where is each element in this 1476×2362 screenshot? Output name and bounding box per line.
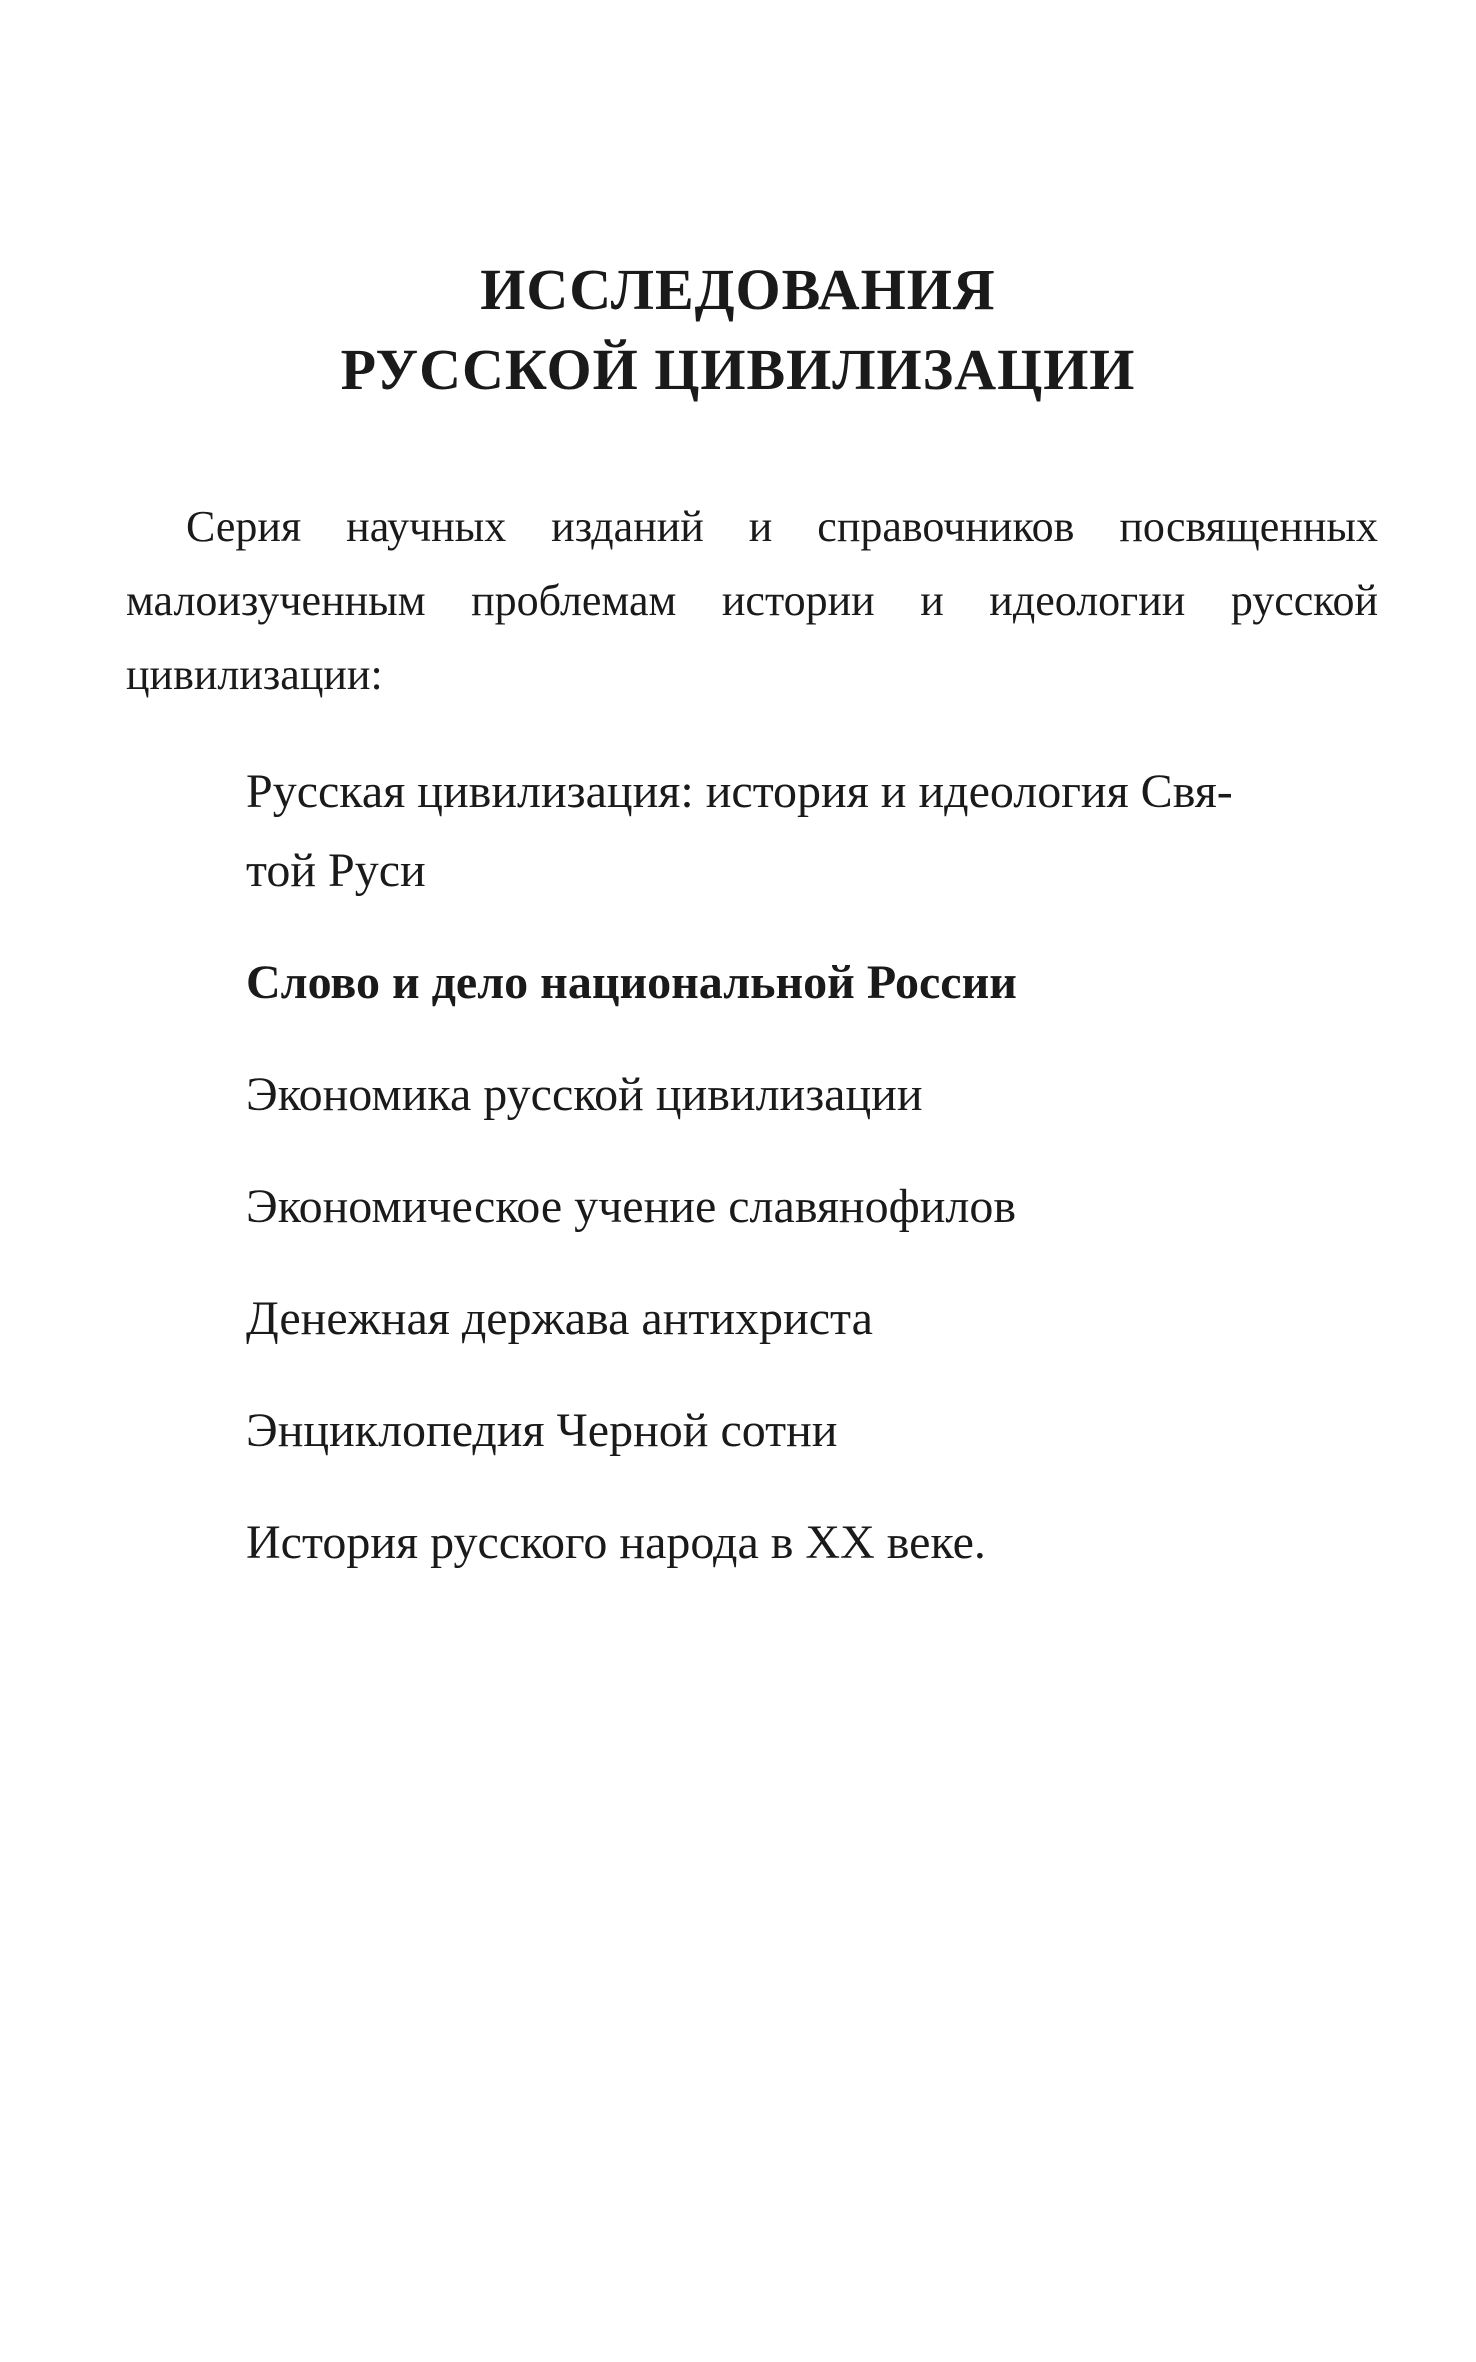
book-title-1: Русская цивилизация: история и идеология Свя- той Руси xyxy=(246,765,1233,897)
series-description: Серия научных изданий и справочников посвященных малоизученным проблемам истории и идеологии русской цивилизации: xyxy=(126,502,1378,699)
book-title-4: Экономическое учение славянофилов xyxy=(246,1180,1017,1233)
series-title-line-1: ИССЛЕДОВАНИЯ xyxy=(480,257,996,322)
book-title-7: История русского народа в XX веке. xyxy=(246,1516,986,1569)
book-title-6: Энциклопедия Черной сотни xyxy=(246,1404,838,1457)
book-title-3: Экономика русской цивилизации xyxy=(246,1068,923,1121)
book-title-2: Слово и дело национальной России xyxy=(246,956,1017,1009)
book-list xyxy=(246,752,1378,1615)
series-title-line-2: РУССКОЙ ЦИВИЛИЗАЦИИ xyxy=(340,337,1136,402)
series-title xyxy=(0,250,1476,410)
book-title-5: Денежная держава антихриста xyxy=(246,1292,873,1345)
